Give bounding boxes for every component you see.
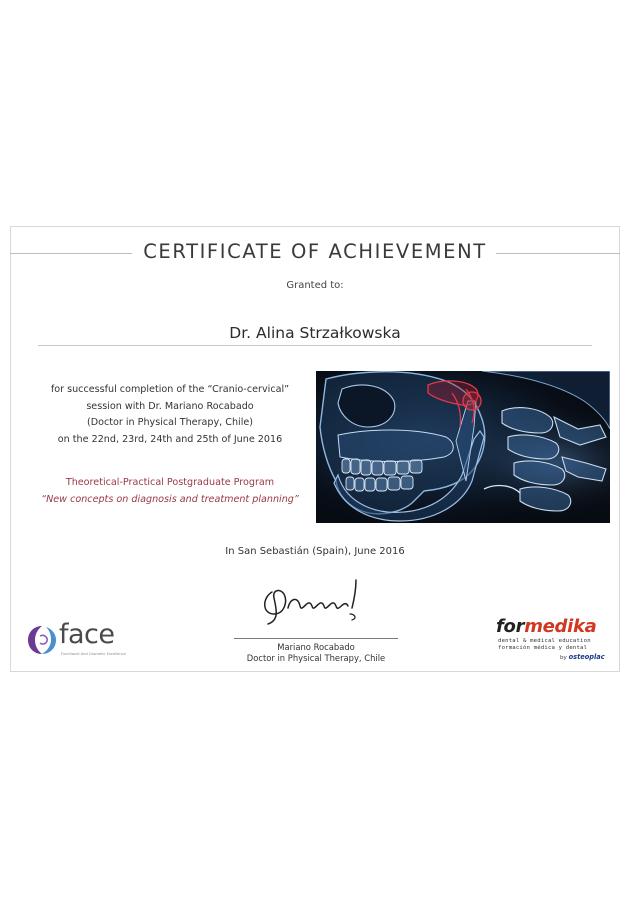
formedika-by-prefix: by: [560, 655, 567, 661]
skull-xray-image: [316, 371, 610, 523]
skull-xray-illustration: [316, 371, 610, 523]
program-block: [30, 474, 310, 508]
face-logo: [26, 619, 136, 662]
face-logo-tagline: Functional And Cosmetic Excellence: [61, 652, 126, 656]
formedika-logo-word: [496, 616, 597, 637]
formedika-word-part2: medika: [524, 616, 597, 637]
face-logo-word: face: [59, 619, 115, 650]
formedika-logo: [496, 616, 616, 666]
title-rule-left: [10, 253, 132, 254]
formedika-tagline-en: dental & medical education: [498, 638, 591, 644]
signer-title: Doctor in Physical Therapy, Chile: [246, 653, 386, 663]
handwritten-signature: [258, 574, 378, 628]
statement-line: for successful completion of the “Cranio-cervical”: [50, 384, 290, 395]
statement-line: on the 22nd, 23rd, 24th and 25th of June 2016: [57, 433, 283, 445]
title-row: [10, 240, 620, 268]
signer-block: [200, 642, 432, 664]
formedika-tagline-es: formación médica y dental: [498, 645, 588, 651]
place-and-date: In San Sebastián (Spain), June 2016: [225, 546, 405, 557]
signer-name: Mariano Rocabado: [277, 642, 355, 652]
signature-line: [234, 638, 398, 639]
title-rule-right: [496, 253, 620, 254]
signature-image: [258, 574, 378, 628]
certificate-title: CERTIFICATE OF ACHIEVEMENT: [143, 240, 487, 263]
statement-line: session with Dr. Mariano Rocabado: [86, 400, 254, 412]
program-name: Theoretical-Practical Postgraduate Program: [65, 477, 275, 488]
formedika-by-line: [560, 653, 605, 661]
recipient-underline: [38, 345, 592, 346]
program-course: “New concepts on diagnosis and treatment planning”: [41, 494, 299, 505]
statement-line: (Doctor in Physical Therapy, Chile): [86, 417, 254, 428]
granted-to-label: Granted to:: [286, 280, 344, 291]
recipient-name: Dr. Alina Strzałkowska: [229, 324, 401, 342]
completion-statement: [30, 382, 310, 448]
formedika-word-part1: for: [496, 616, 525, 637]
face-logo-mark-icon: [26, 624, 58, 656]
osteoplac-brand: osteoplac: [568, 653, 605, 661]
